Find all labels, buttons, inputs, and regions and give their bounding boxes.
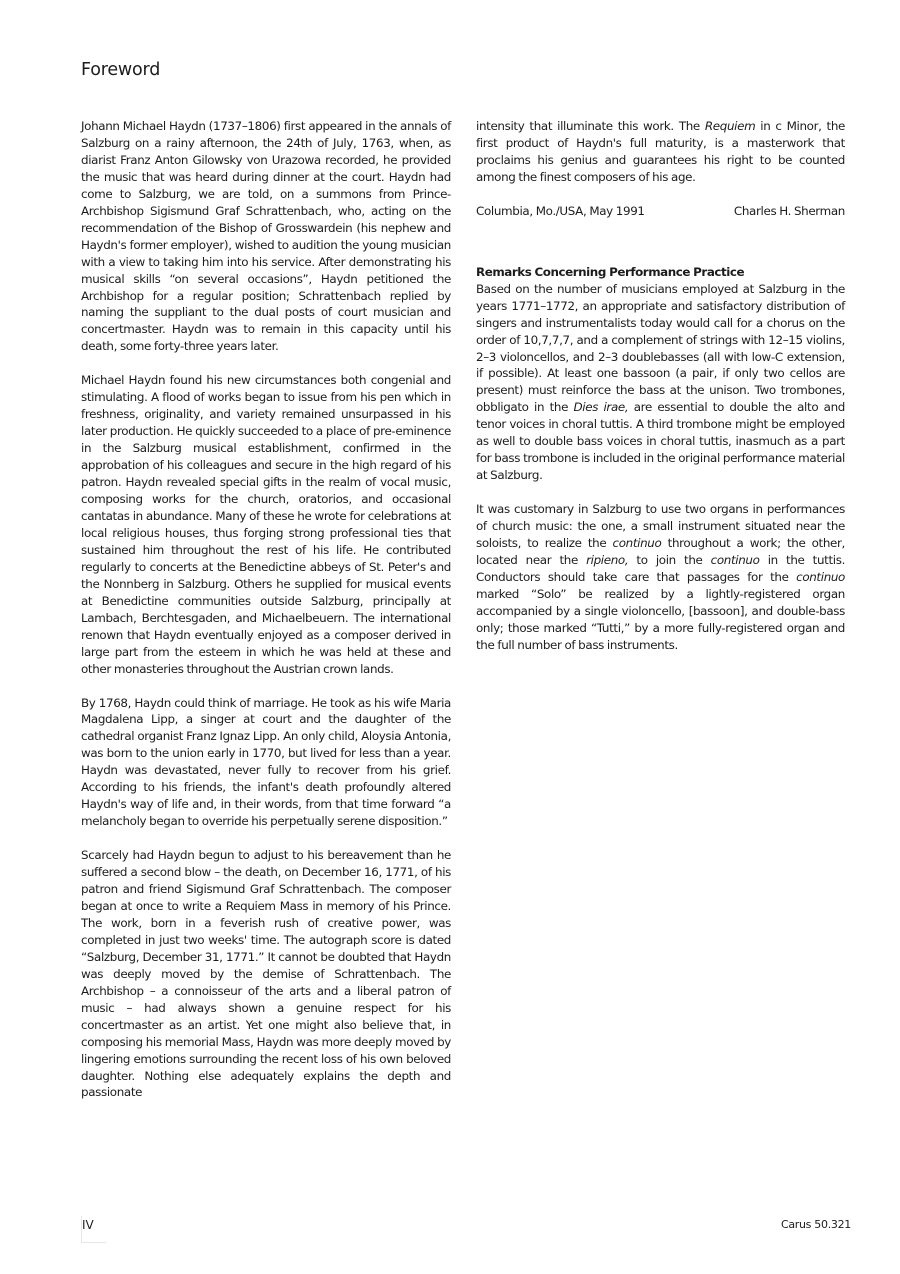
paragraph <box>476 118 845 186</box>
emphasis: continuo <box>710 553 760 568</box>
place-date: Columbia, Mo./USA, May 1991 <box>476 203 645 218</box>
section-heading: Remarks Concerning Performance Practice <box>476 264 745 279</box>
paragraph: By 1768, Haydn could think of marriage. He took as his wife Maria Magdalena Lipp, a singer at court and the daughter of the cathedral organist Franz Ignaz Lipp. An only child, Aloysia Antonia, was born to the union early in 1770, but lived for less than a year. Haydn was devastated, never fully to recover from his grief. According to his friends, the infant's death profoundly altered Haydn's way of life and, in their words, from that time forward “a melancholy began to override his perpetually serene disposition.” <box>81 695 451 829</box>
catalog-number: Carus 50.321 <box>780 1218 851 1231</box>
paragraph <box>476 501 845 654</box>
text-run: in c Minor, the first product of Haydn's full maturity, is a masterwork that proclaims his genius and guarantees his right to be counted among the finest composers of his age. <box>476 119 846 184</box>
page-number: IV <box>81 1216 106 1243</box>
emphasis: continuo <box>612 536 662 551</box>
text-run: are essential to double the alto and tenor voices in choral tuttis. A third trombone might be employed as well to double bass voices in choral tuttis, inasmuch as a part for bass trombone is included in the original performance material at Salzburg. <box>476 400 845 483</box>
right-column <box>476 118 845 654</box>
paragraph: Scarcely had Haydn begun to adjust to his bereavement than he suffered a second blow – the death, on December 16, 1771, of his patron and friend Sigismund Graf Schrattenbach. The composer began at once to write a Requiem Mass in memory of his Prince. The work, born in a feverish rush of creative power, was completed in just two weeks' time. The autograph score is dated “Salzburg, December 31, 1771.” It cannot be doubted that Haydn was deeply moved by the demise of Schrattenbach. The Archbishop – a connoisseur of the arts and a liberal patron of music – had always shown a genuine respect for his concertmaster as an artist. Yet one might also believe that, in composing his memorial Mass, Haydn was more deeply moved by lingering emotions surrounding the recent loss of his own beloved daughter. Nothing else adequately explains the depth and passionate <box>81 848 451 1100</box>
emphasis: continuo <box>796 569 845 584</box>
paragraph <box>476 281 845 484</box>
paragraph: Johann Michael Haydn (1737–1806) first appeared in the annals of Salzburg on a rainy afternoon, the 24th of July, 1763, when, as diarist Franz Anton Gilowsky von Urazowa recorded, he provided the music that was heard during dinner at the court. Haydn had come to Salzburg, we are told, on a summons from Prince-Archbishop Sigismund Graf Schrattenbach, who, acting on the recommendation of the Bishop of Grosswardein (his nephew and Haydn's former employer), wished to audition the young musician with a view to taking him into his service. After demonstrating his musical skills “on several occasions”, Haydn petitioned the Archbishop for a regular position; Schrattenbach replied by naming the suppliant to the dual posts of court musician and concertmaster. Haydn was to remain in this capacity until his death, some forty-three years later. <box>81 119 451 354</box>
page-title: Foreword <box>81 60 161 80</box>
signoff <box>476 203 845 220</box>
text-run: throughout a work; the other, located near the <box>476 536 845 568</box>
emphasis: ripieno, <box>586 553 629 568</box>
left-column <box>81 118 451 1101</box>
work-title: Requiem <box>704 119 756 133</box>
text-run: marked “Solo” be realized by a lightly-registered organ accompanied by a single violoncello, [bassoon], and double-bass only; those marked “Tutti,” by a more fully-registered organ and the full number of bass instruments. <box>476 586 845 652</box>
text-run: to join the <box>628 553 711 568</box>
text-run: intensity that illuminate this work. The <box>476 119 705 133</box>
text-run: in the tuttis. Conductors should take care that passages for the <box>476 553 845 584</box>
text-run: It was customary in Salzburg to use two organs in performances of church music: the one, a small instrument situated near the soloists, to realize the <box>476 502 845 551</box>
emphasis: Dies irae, <box>573 400 629 415</box>
paragraph: Michael Haydn found his new circumstances both congenial and stimulating. A flood of works began to issue from his pen which in freshness, originality, and variety remained unsurpassed in his later production. He quickly succeeded to a place of pre-eminence in the Salzburg musical establishment, confirmed in the approbation of his colleagues and secure in the high regard of his patron. Haydn revealed special gifts in the realm of vocal music, composing works for the church, oratorios, and occasional cantatas in abundance. Many of these he wrote for celebrations at local religious houses, thus forging strong professional ties that sustained him throughout the rest of his life. He contributed regularly to concerts at the Benedictine abbeys of St. Peter's and the Nonnberg in Salzburg. Others he supplied for musical events at Benedictine communities outside Salzburg, principally at Lambach, Berchtesgaden, and Michaelbeuern. The international renown that Haydn eventually enjoyed as a composer derived in large part from the esteem in which he was held at these and other monasteries throughout the Austrian crown lands. <box>81 373 451 676</box>
text-run: Based on the number of musicians employed at Salzburg in the years 1771–1772, an appropriate and satisfactory distribution of singers and instrumentalists today would call for a chorus on the order of 10,7,7,7, and a complement of strings with 12–15 violins, 2–3 violoncellos, and 2–3 doublebasses (all with low-C extension, if possible). At least one bassoon (a pair, if only two cellos are present) must reinforce the bass at the unison. Two trombones, obbligato in the <box>476 281 845 415</box>
author-name: Charles H. Sherman <box>733 203 845 218</box>
